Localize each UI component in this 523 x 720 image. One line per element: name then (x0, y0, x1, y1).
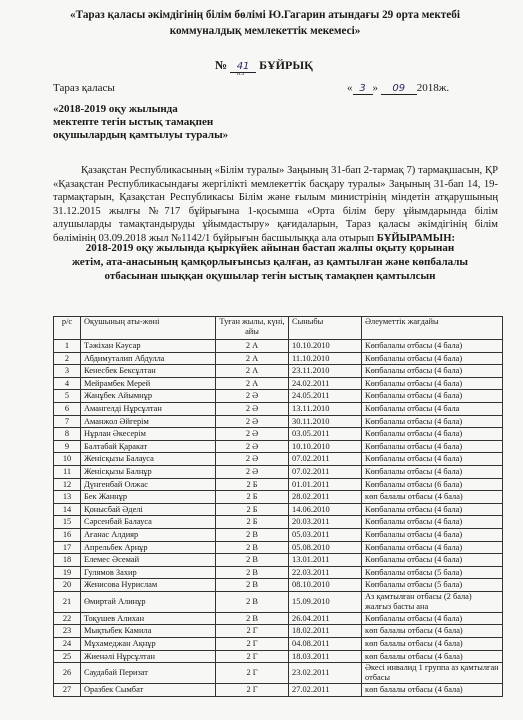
table-row (54, 440, 503, 453)
cell-student-name: Тәжіхан Кәусар (81, 340, 216, 353)
decree-line2: жетім, ата-анасының қамқорлығынсыз қалған, аз қамтылған және көпбалалы (71, 256, 469, 268)
cell-social-status: Көпбалалы отбасы (4 бала) (362, 528, 503, 541)
cell-social-status: Көпбалалы отбасы (4 бала) (362, 465, 503, 478)
cell-birth: 2 Ә (216, 465, 289, 478)
col-header-class: Сыныбы (289, 317, 362, 340)
table-row (54, 352, 503, 365)
col-header-social: Әлеуметтік жағдайы (362, 317, 503, 340)
cell-student-name: Абдимуталип Абдулла (81, 352, 216, 365)
cell-number: 23 (54, 625, 81, 638)
table-row (54, 579, 503, 592)
cell-class: 18.02.2011 (289, 625, 362, 638)
decree-line3: отбасынан шыққан оқушылар тегін ыстық тамақпен қамтылсын (104, 270, 436, 282)
cell-social-status: Аз қамтылған отбасы (2 бала) жалғыз басты ана (362, 591, 503, 612)
cell-number: 14 (54, 503, 81, 516)
cell-social-status: Көпбалалы отбасы (4 бала) (362, 415, 503, 428)
cell-birth: 2 Б (216, 478, 289, 491)
cell-number: 8 (54, 428, 81, 441)
cell-class: 03.05.2011 (289, 428, 362, 441)
cell-birth: 2 Б (216, 491, 289, 504)
cell-student-name: Саудабай Перизат (81, 663, 216, 684)
table-row (54, 566, 503, 579)
cell-birth: 2 Б (216, 503, 289, 516)
table-body (54, 340, 503, 697)
cell-social-status: Көпбалалы отбасы (4 бала) (362, 440, 503, 453)
table-row (54, 554, 503, 567)
table-row (54, 390, 503, 403)
order-number (215, 58, 313, 77)
cell-birth: 2 А (216, 340, 289, 353)
cell-class: 05.03.2011 (289, 528, 362, 541)
cell-class: 20.03.2011 (289, 516, 362, 529)
cell-number: 11 (54, 465, 81, 478)
cell-student-name: Тоқушев Алихан (81, 612, 216, 625)
cell-number: 16 (54, 528, 81, 541)
cell-number: 19 (54, 566, 81, 579)
cell-class: 18.03.2011 (289, 650, 362, 663)
cell-class: 13.01.2011 (289, 554, 362, 567)
cell-social-status: Көпбалалы отбасы (4 бала) (362, 503, 503, 516)
cell-social-status: Көпбалалы отбасы (4 бала) (362, 453, 503, 466)
cell-class: 27.02.2011 (289, 684, 362, 697)
cell-class: 28.02.2011 (289, 491, 362, 504)
cell-birth: 2 Г (216, 650, 289, 663)
cell-number: 18 (54, 554, 81, 567)
cell-social-status: Көпбалалы отбасы (4 бала) (362, 365, 503, 378)
cell-student-name: Гулямов Захир (81, 566, 216, 579)
cell-birth: 2 Г (216, 625, 289, 638)
table-row (54, 377, 503, 390)
cell-birth: 2 А (216, 377, 289, 390)
cell-number: 26 (54, 663, 81, 684)
cell-class: 14.06.2010 (289, 503, 362, 516)
cell-class: 01.01.2011 (289, 478, 362, 491)
cell-social-status: Көпбалалы отбасы (5 бала) (362, 566, 503, 579)
cell-number: 13 (54, 491, 81, 504)
date-day: 3 (353, 83, 373, 95)
cell-student-name: Женісқызы Балнұр (81, 465, 216, 478)
order-subject (53, 103, 313, 142)
cell-class: 05.08.2010 (289, 541, 362, 554)
cell-social-status: Көпбалалы отбасы (4 бала) (362, 340, 503, 353)
cell-birth: 2 В (216, 541, 289, 554)
cell-student-name: Амангелді Нұрсұлтан (81, 402, 216, 415)
cell-student-name: Нұрлан Әкесерім (81, 428, 216, 441)
table-header-row (54, 317, 503, 340)
cell-birth: 2 Ә (216, 440, 289, 453)
decree-line1: 2018-2019 оқу жылында қыркүйек айынан бастап жалпы оқыту қорынан (85, 242, 455, 254)
cell-class: 24.02.2011 (289, 377, 362, 390)
cell-social-status: көп балалы отбасы (4 бала) (362, 638, 503, 651)
cell-class: 10.10.2010 (289, 440, 362, 453)
subject-line3: оқушылардың қамтылуы туралы» (53, 129, 229, 141)
cell-class: 23.02.2011 (289, 663, 362, 684)
cell-number: 21 (54, 591, 81, 612)
cell-birth: 2 А (216, 352, 289, 365)
cell-social-status: көп балалы отбасы (4 бала) (362, 684, 503, 697)
cell-social-status: Көпбалалы отбасы (4 бала) (362, 390, 503, 403)
cell-number: 27 (54, 684, 81, 697)
institution-header-line1: «Тараз қаласы әкімдігінің білім бөлімі Ю.Гагарин атындағы 29 орта мектебі (70, 9, 460, 21)
place: Тараз қаласы (53, 82, 115, 94)
cell-birth: 2 В (216, 591, 289, 612)
date-quote-open: « (347, 82, 353, 94)
cell-student-name: Женисова Нурислам (81, 579, 216, 592)
table-row (54, 415, 503, 428)
cell-number: 5 (54, 390, 81, 403)
col-header-number: р/с (54, 317, 81, 340)
cell-number: 1 (54, 340, 81, 353)
cell-student-name: Оразбек Сымбат (81, 684, 216, 697)
subject-line2: мектепте тегін ыстық тамақпен (53, 116, 214, 128)
cell-social-status: Әкесі инвалид 1 группа аз қамтылған отбасы (362, 663, 503, 684)
cell-class: 10.10.2010 (289, 340, 362, 353)
cell-birth: 2 Ә (216, 415, 289, 428)
cell-student-name: Жанұбек Айымнұр (81, 390, 216, 403)
cell-student-name: Қонысбай Әделі (81, 503, 216, 516)
cell-number: 12 (54, 478, 81, 491)
cell-number: 7 (54, 415, 81, 428)
cell-birth: 2 Б (216, 516, 289, 529)
cell-student-name: Мұхамеджан Ақнұр (81, 638, 216, 651)
table-row (54, 340, 503, 353)
cell-number: 17 (54, 541, 81, 554)
cell-social-status: Көпбалалы отбасы (6 бала) (362, 478, 503, 491)
cell-student-name: Кенесбек Бексұлтан (81, 365, 216, 378)
cell-birth: 2 Г (216, 684, 289, 697)
cell-birth: 2 А (216, 365, 289, 378)
cell-student-name: Мейрамбек Мерей (81, 377, 216, 390)
cell-number: 6 (54, 402, 81, 415)
cell-social-status: Көпбалалы отбасы (4 бала) (362, 377, 503, 390)
table-row (54, 465, 503, 478)
order-date (347, 82, 449, 95)
table-row (54, 591, 503, 612)
cell-number: 25 (54, 650, 81, 663)
date-quote-close: » (372, 82, 378, 94)
order-body (53, 164, 498, 245)
table-row (54, 478, 503, 491)
cell-social-status: Көпбалалы отбасы (4 бала (362, 402, 503, 415)
cell-social-status: Көпбалалы отбасы (4 бала) (362, 516, 503, 529)
date-year: 2018ж. (416, 82, 450, 94)
cell-class: 11.10.2010 (289, 352, 362, 365)
subject-line1: «2018-2019 оқу жылында (53, 103, 178, 115)
cell-birth: 2 Ә (216, 428, 289, 441)
cell-number: 10 (54, 453, 81, 466)
cell-student-name: Бек Жаннұр (81, 491, 216, 504)
body-decree-word: БҰЙЫРАМЫН: (376, 232, 455, 244)
cell-number: 15 (54, 516, 81, 529)
cell-number: 24 (54, 638, 81, 651)
cell-class: 15.09.2010 (289, 591, 362, 612)
cell-social-status: Көпбалалы отбасы (4 бала) (362, 352, 503, 365)
order-number-handwritten: 41 (230, 61, 256, 73)
table-row (54, 503, 503, 516)
students-table (53, 316, 503, 697)
cell-student-name: Елемес Әсемай (81, 554, 216, 567)
body-text: Қазақстан Республикасының «Білім туралы» Заңының 31-бап 2-тармақ 7) тармақшасын, ҚР «Қазақстан Республикасындағы жергілікті мемлекеттік басқару туралы» Заңының 31-бап 14, 19-тармақтарын, Қазақстан Республикасы Білім және ғылым министрінің міндетін атқарушының 31.12.2015 жылғы №717 бұйрығына 1-қосымша «Орта білім беру ұйымдарында білім алушыларды тамақтандыруды ұйымдастыру» қағидаларын, Тараз қаласы әкімдігінің білім бөлімінің 03.09.2018 жыл №1142/1 бұйрығын басшылыққа ала отырып (53, 165, 498, 244)
cell-social-status: көп балалы отбасы (4 бала) (362, 650, 503, 663)
cell-number: 2 (54, 352, 81, 365)
cell-class: 24.05.2011 (289, 390, 362, 403)
date-month: 09 (381, 83, 417, 95)
cell-birth: 2 Ә (216, 390, 289, 403)
cell-number: 4 (54, 377, 81, 390)
table-row (54, 365, 503, 378)
table-row (54, 684, 503, 697)
cell-social-status: Көпбалалы отбасы (4 бала) (362, 554, 503, 567)
cell-student-name: Апрельбек Арнұр (81, 541, 216, 554)
cell-number: 9 (54, 440, 81, 453)
cell-class: 13.11.2010 (289, 402, 362, 415)
cell-social-status: Көпбалалы отбасы (4 бала) (362, 541, 503, 554)
table-row (54, 638, 503, 651)
cell-class: 23.11.2010 (289, 365, 362, 378)
cell-class: 30.11.2010 (289, 415, 362, 428)
table-row (54, 528, 503, 541)
order-title: БҰЙРЫҚ (259, 58, 313, 72)
cell-social-status: Көпбалалы отбасы (5 бала) (362, 579, 503, 592)
order-number-note: н.з (237, 71, 245, 77)
cell-class: 07.02.2011 (289, 465, 362, 478)
cell-student-name: Балтабай Қаракат (81, 440, 216, 453)
cell-student-name: Мықтыбек Камила (81, 625, 216, 638)
cell-social-status: көп балалы отбасы (4 бала) (362, 491, 503, 504)
cell-birth: 2 Ә (216, 402, 289, 415)
table-row (54, 428, 503, 441)
table-row (54, 516, 503, 529)
col-header-name: Оқушының аты-жөні (81, 317, 216, 340)
cell-student-name: Ағанас Алдияр (81, 528, 216, 541)
table-row (54, 491, 503, 504)
table-row (54, 541, 503, 554)
cell-birth: 2 В (216, 579, 289, 592)
institution-header-line2: коммуналдық мемлекеттік мекемесі» (169, 25, 361, 37)
cell-number: 22 (54, 612, 81, 625)
cell-student-name: Өмиртай Алинұр (81, 591, 216, 612)
cell-class: 07.02.2011 (289, 453, 362, 466)
table-row (54, 612, 503, 625)
cell-student-name: Сәрсенбай Балауса (81, 516, 216, 529)
cell-birth: 2 Г (216, 663, 289, 684)
cell-birth: 2 Ә (216, 453, 289, 466)
cell-student-name: Дүнгенбай Олжас (81, 478, 216, 491)
cell-class: 08.10.2010 (289, 579, 362, 592)
cell-social-status: көп балалы отбасы (4 бала) (362, 625, 503, 638)
cell-birth: 2 В (216, 554, 289, 567)
col-header-birth: Туған жылы, күні, айы (216, 317, 289, 340)
cell-number: 3 (54, 365, 81, 378)
decree-statement (40, 241, 500, 283)
cell-birth: 2 В (216, 566, 289, 579)
cell-student-name: Аманжол Әйгерім (81, 415, 216, 428)
cell-class: 04.08.2011 (289, 638, 362, 651)
table-row (54, 663, 503, 684)
order-number-prefix: № (215, 58, 228, 72)
table-row (54, 453, 503, 466)
cell-student-name: Жиенәлі Нұрсұлтан (81, 650, 216, 663)
table-row (54, 402, 503, 415)
cell-birth: 2 Г (216, 638, 289, 651)
cell-class: 26.04.2011 (289, 612, 362, 625)
cell-birth: 2 В (216, 528, 289, 541)
table-row (54, 650, 503, 663)
cell-social-status: Көпбалалы отбасы (4 бала) (362, 428, 503, 441)
cell-number: 20 (54, 579, 81, 592)
cell-social-status: Көпбалалы отбасы (4 бала) (362, 612, 503, 625)
cell-student-name: Женісқызы Балауса (81, 453, 216, 466)
cell-birth: 2 В (216, 612, 289, 625)
table-row (54, 625, 503, 638)
cell-class: 22.03.2011 (289, 566, 362, 579)
